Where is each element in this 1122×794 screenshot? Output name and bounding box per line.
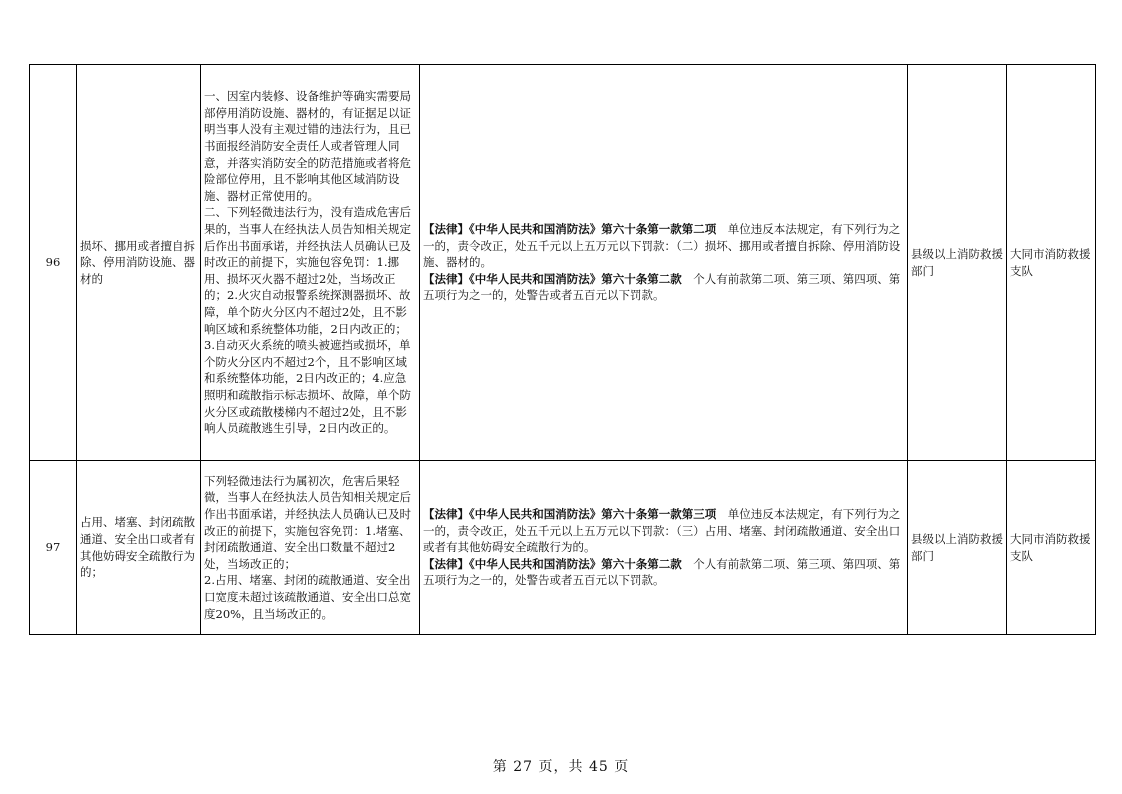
- condition-paragraph: 二、下列轻微违法行为，没有造成危害后果的，当事人在经执法人员告知相关规定后作出书面承诺，并经执法人员确认已及时改正的前提下，实施包容免罚：1.挪用、损坏灭火器不超过2处，当场改正的；2.火灾自动报警系统探测器损坏、故障，单个防火分区内不超过2处，且不影响区域和系统整体功能，2日内改正的；3.自动灭火系统的喷头被遮挡或损坏，单个防火分区内不超过2个，且不影响区域和系统整体功能，2日内改正的；4.应急照明和疏散指示标志损坏、故障，单个防火分区或疏散楼梯内不超过2处，且不影响人员疏散逃生引导，2日内改正的。: [204, 205, 411, 436]
- condition-paragraph: 下列轻微违法行为属初次，危害后果轻微，当事人在经执法人员告知相关规定后作出书面承诺，并经执法人员确认已及时改正的前提下，实施包容免罚：1.堵塞、封闭疏散通道、安全出口数量不超过2处，当场改正的；: [204, 473, 411, 571]
- exemption-conditions: [201, 461, 420, 635]
- law-clause-title: 【法律】《中华人民共和国消防法》第六十条第二款: [423, 556, 682, 571]
- law-clause-title: 【法律】《中华人民共和国消防法》第六十条第二款: [423, 271, 682, 286]
- law-clause: [423, 556, 904, 589]
- table-row: [30, 461, 1096, 635]
- table-row: [30, 65, 1096, 461]
- law-clause: [423, 221, 904, 271]
- row-number: 97: [30, 461, 77, 635]
- exemption-table: [29, 64, 1096, 635]
- enforcement-department: 县级以上消防救援部门: [908, 65, 1007, 461]
- law-clause-title: 【法律】《中华人民共和国消防法》第六十条第一款第二项: [423, 222, 717, 237]
- violation-item: 占用、堵塞、封闭疏散通道、安全出口或者有其他妨碍安全疏散行为的；: [77, 461, 201, 635]
- law-clause-text: 单位违反本法规定，有下列行为之一的，责令改正，处五千元以上五万元以下罚款：（三）占用、堵塞、封闭疏散通道、安全出口或者有其他妨碍安全疏散行为的。: [423, 507, 901, 555]
- enforcement-unit: 大同市消防救援支队: [1007, 461, 1096, 635]
- law-clause-title: 【法律】《中华人民共和国消防法》第六十条第一款第三项: [423, 507, 717, 522]
- legal-basis: [420, 461, 908, 635]
- law-clause-text: 个人有前款第二项、第三项、第四项、第五项行为之一的，处警告或者五百元以下罚款。: [423, 556, 901, 588]
- law-clause: [423, 271, 904, 304]
- violation-item: 损坏、挪用或者擅自拆除、停用消防设施、器材的: [77, 65, 201, 461]
- page-number-footer: 第 27 页，共 45 页: [492, 759, 630, 775]
- condition-paragraph: 一、因室内装修、设备维护等确实需要局部停用消防设施、器材的，有证据足以证明当事人没有主观过错的违法行为，且已书面报经消防安全责任人或者管理人同意，并落实消防安全的防范措施或者将危险部位停用，且不影响其他区域消防设施、器材正常使用的。: [204, 89, 411, 203]
- law-clause-text: 单位违反本法规定，有下列行为之一的，责令改正，处五千元以上五万元以下罚款：（二）损坏、挪用或者擅自拆除、停用消防设施、器材的。: [423, 222, 901, 270]
- enforcement-unit: 大同市消防救援支队: [1007, 65, 1096, 461]
- law-clause: [423, 506, 904, 556]
- row-number: 96: [30, 65, 77, 461]
- law-clause-text: 个人有前款第二项、第三项、第四项、第五项行为之一的，处警告或者五百元以下罚款。: [423, 271, 901, 303]
- exemption-conditions: [201, 65, 420, 461]
- legal-basis: [420, 65, 908, 461]
- enforcement-department: 县级以上消防救援部门: [908, 461, 1007, 635]
- condition-paragraph: 2.占用、堵塞、封闭的疏散通道、安全出口宽度未超过该疏散通道、安全出口总宽度20%，且当场改正的。: [204, 573, 411, 621]
